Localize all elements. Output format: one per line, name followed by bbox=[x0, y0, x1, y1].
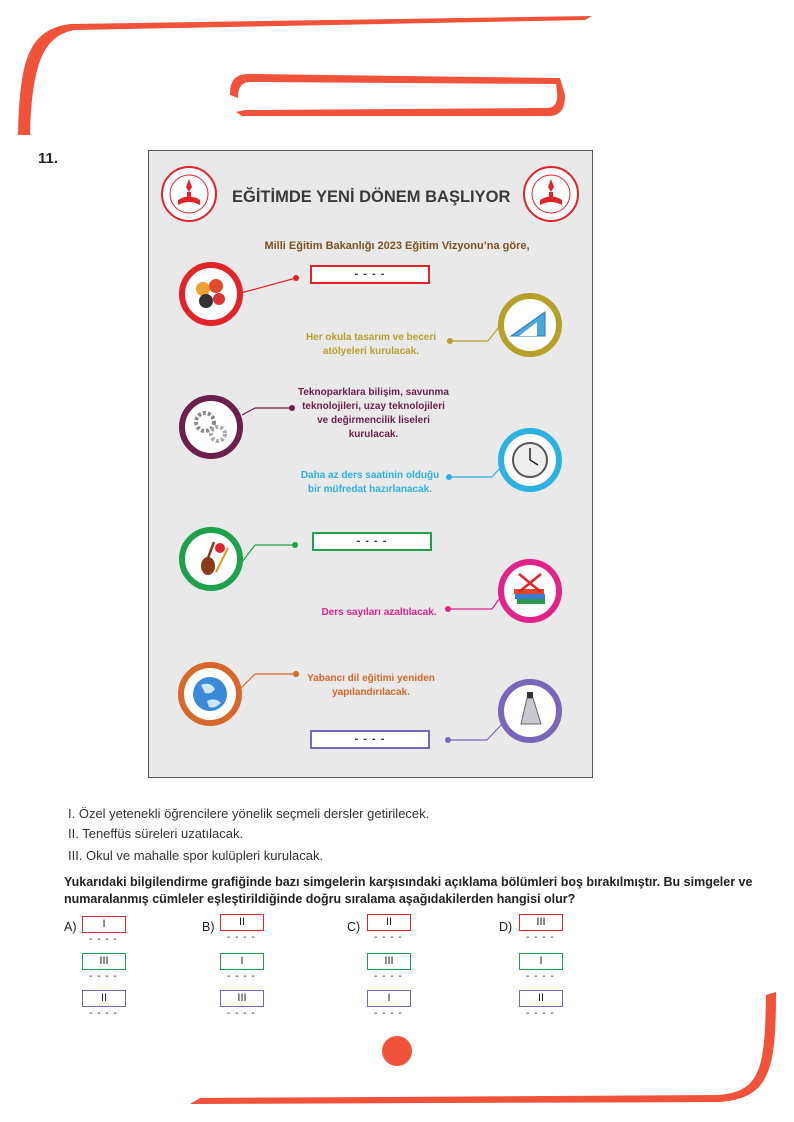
option-d-box-3: II bbox=[519, 990, 563, 1007]
blank-box-3: - - - - bbox=[310, 730, 430, 749]
option-a-dash-2: - - - - bbox=[89, 971, 118, 982]
blank-box-2: - - - - bbox=[312, 532, 432, 551]
option-d-box-1: III bbox=[519, 914, 563, 931]
poster-subtitle: Milli Eğitim Bakanlığı 2023 Eğitim Vizyonu’na göre, bbox=[264, 240, 530, 252]
option-c-box-2: III bbox=[367, 953, 411, 970]
option-d-letter[interactable]: D) bbox=[499, 920, 513, 934]
option-b-letter[interactable]: B) bbox=[202, 920, 215, 934]
option-a-letter[interactable]: A) bbox=[64, 920, 77, 934]
option-c-dash-3: - - - - bbox=[374, 1008, 403, 1019]
gears-icon bbox=[178, 394, 244, 460]
globe-icon bbox=[177, 661, 243, 727]
poster-title: EĞİTİMDE YENİ DÖNEM BAŞLIYOR bbox=[232, 188, 511, 206]
option-d-dash-3: - - - - bbox=[526, 1008, 555, 1019]
sports-balls-icon bbox=[178, 261, 244, 327]
option-c-dash-2: - - - - bbox=[374, 971, 403, 982]
option-d-dash-1: - - - - bbox=[526, 932, 555, 943]
item-workshops-text: Her okula tasarım ve beceri atölyeleri kurulacak. bbox=[305, 332, 437, 357]
option-d-dash-2: - - - - bbox=[526, 971, 555, 982]
ruler-triangle-icon bbox=[497, 292, 563, 358]
option-b-dash-2: - - - - bbox=[227, 971, 256, 982]
statement-3: III. Okul ve mahalle spor kulüpleri kurulacak. bbox=[68, 848, 324, 863]
statement-2: II. Teneffüs süreleri uzatılacak. bbox=[68, 826, 244, 841]
blank-box-1: - - - - bbox=[310, 265, 430, 284]
option-a-dash-3: - - - - bbox=[89, 1008, 118, 1019]
crossed-books-icon bbox=[497, 558, 563, 624]
option-a-box-2: III bbox=[82, 953, 126, 970]
clock-icon bbox=[497, 427, 563, 493]
option-b-box-2: I bbox=[220, 953, 264, 970]
option-c-letter[interactable]: C) bbox=[347, 920, 361, 934]
option-c-box-3: I bbox=[367, 990, 411, 1007]
item-language-text: Yabancı dil eğitimi yeniden yapılandırılacak. bbox=[307, 673, 435, 698]
option-b-dash-1: - - - - bbox=[227, 932, 256, 943]
option-a-box-3: II bbox=[82, 990, 126, 1007]
statement-1: I. Özel yetenekli öğrencilere yönelik seçmeli dersler getirilecek. bbox=[68, 806, 430, 821]
option-c-dash-1: - - - - bbox=[374, 932, 403, 943]
art-music-icon bbox=[178, 526, 244, 592]
option-a-dash-1: - - - - bbox=[89, 934, 118, 945]
school-bell-icon bbox=[497, 678, 563, 744]
question-prompt: Yukarıdaki bilgilendirme grafiğinde bazı simgelerin karşısındaki açıklama bölümleri boş bırakılmıştır. Bu simgeler ve numaralanmış cümleler eşleştirildiğinde doğru sıralama aşağıdakilerden hangisi olur? bbox=[64, 875, 753, 906]
option-c-box-1: II bbox=[367, 914, 411, 931]
option-a-box-1: I bbox=[82, 916, 126, 933]
item-curriculum-text: Daha az ders saatinin olduğu bir müfredat hazırlanacak. bbox=[300, 470, 440, 495]
option-b-box-3: III bbox=[220, 990, 264, 1007]
item-technoparks-text: Teknoparklara bilişim, savunma teknolojileri, uzay teknolojileri ve değirmencilik liseleri kurulacak. bbox=[298, 387, 449, 440]
option-b-dash-3: - - - - bbox=[227, 1008, 256, 1019]
option-d-box-2: I bbox=[519, 953, 563, 970]
question-number: 11. bbox=[38, 150, 59, 167]
option-b-box-1: II bbox=[220, 914, 264, 931]
item-lessons-text: Ders sayıları azaltılacak. bbox=[321, 607, 437, 618]
